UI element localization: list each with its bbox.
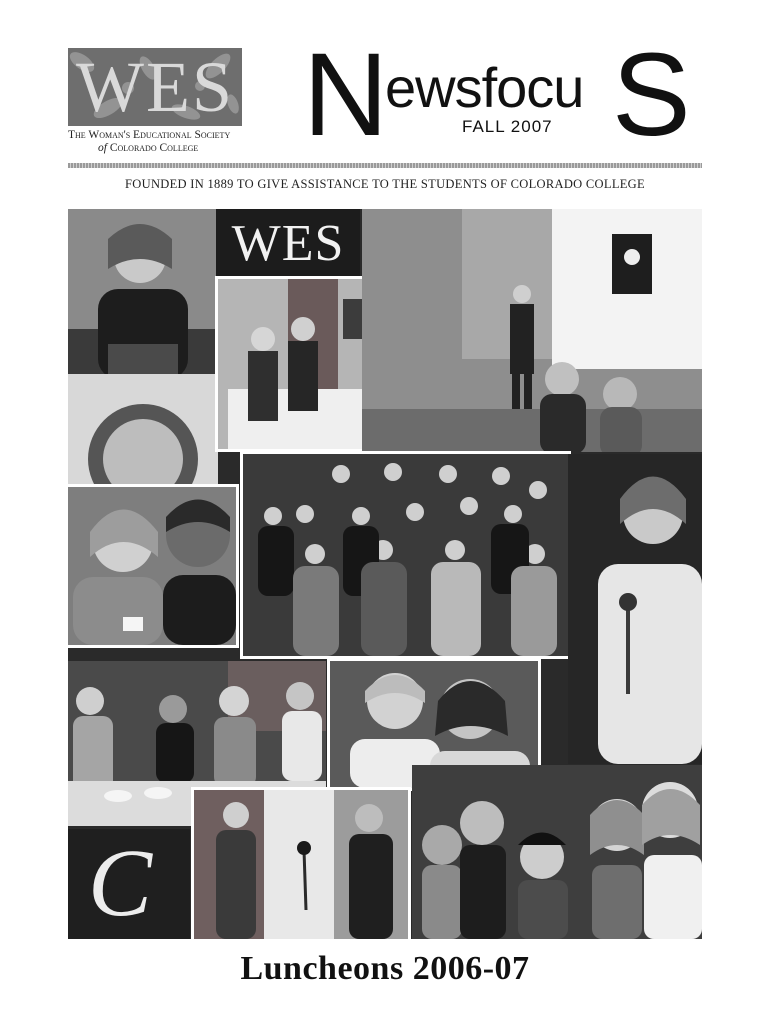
photo-woman-with-rose (568, 454, 702, 764)
society-line-2: Colorado College (109, 142, 199, 154)
title-initial: N (303, 29, 389, 161)
photo-young-women (412, 765, 702, 939)
photo-two-women (68, 487, 236, 645)
wes-logo (68, 48, 242, 126)
photo-group (243, 454, 568, 656)
photo-speaker-podium (68, 209, 218, 484)
logo-text: WES (76, 48, 234, 126)
issue-date: FALL 2007 (462, 117, 553, 136)
title-final: S (612, 29, 691, 161)
society-line-1: The Woman's Educational Society (68, 129, 231, 141)
society-name (68, 129, 268, 155)
wes-tag: WES (216, 209, 360, 279)
photo-rose-presentation (194, 790, 408, 939)
masthead-rule (68, 163, 702, 168)
title-middle: ewsfocu (385, 56, 584, 119)
society-of: of (98, 142, 107, 154)
cc-monogram-letter: C (88, 829, 153, 936)
photo-collage (68, 209, 702, 939)
cc-monogram (68, 829, 190, 939)
tagline: FOUNDED IN 1889 TO GIVE ASSISTANCE TO THE STUDENTS OF COLORADO COLLEGE (125, 177, 645, 191)
photo-presenter-screen (362, 209, 702, 452)
cover-headline: Luncheons 2006-07 (240, 950, 530, 987)
